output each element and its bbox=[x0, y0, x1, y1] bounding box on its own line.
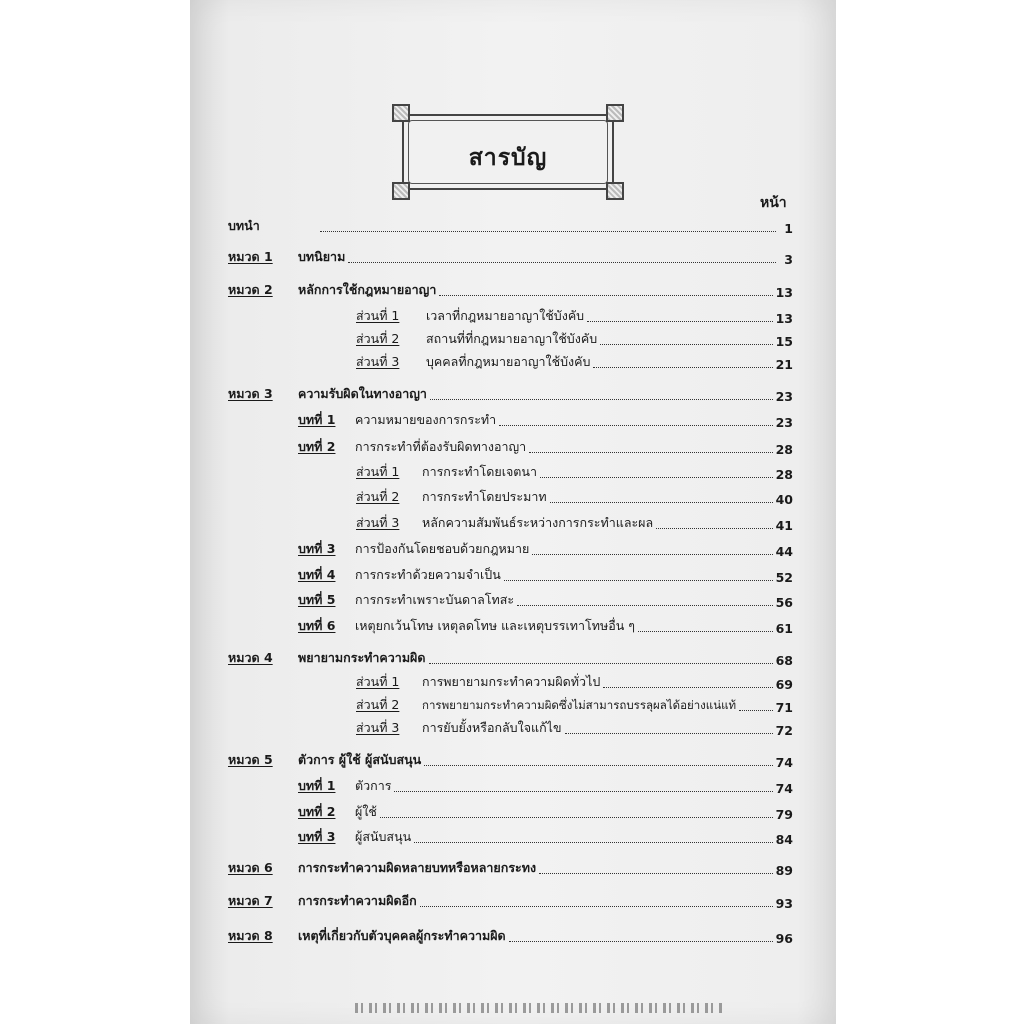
leader-dots bbox=[593, 366, 772, 368]
toc-entry-chapter bbox=[228, 750, 793, 770]
toc-page: 72 bbox=[775, 723, 793, 738]
toc-page: 56 bbox=[775, 595, 793, 610]
toc-label: บทที่ 2 bbox=[298, 804, 336, 819]
toc-label: หมวด 4 bbox=[228, 650, 273, 665]
toc-label: หมวด 3 bbox=[228, 386, 273, 401]
toc-label: บทที่ 6 bbox=[298, 618, 336, 633]
toc-label: บทที่ 5 bbox=[298, 592, 336, 607]
toc-title: บทนำ bbox=[228, 218, 260, 233]
leader-dots bbox=[539, 872, 772, 874]
toc-page: 23 bbox=[775, 389, 793, 404]
toc-title: ความหมายของการกระทำ bbox=[355, 412, 497, 427]
leader-dots bbox=[394, 790, 772, 792]
title-frame bbox=[402, 114, 614, 190]
decorative-footer-border bbox=[355, 1003, 725, 1013]
leader-dots bbox=[499, 424, 772, 426]
toc-entry-section bbox=[298, 410, 793, 430]
toc-page: 69 bbox=[775, 677, 793, 692]
toc-entry-part bbox=[356, 306, 793, 326]
leader-dots bbox=[380, 816, 773, 818]
toc-label: หมวด 1 bbox=[228, 249, 273, 264]
toc-entry-part bbox=[356, 718, 793, 738]
frame-corner-ornament bbox=[392, 182, 410, 200]
leader-dots bbox=[540, 476, 773, 478]
toc-entry-part bbox=[356, 695, 793, 715]
toc-title: เวลาที่กฎหมายอาญาใช้บังคับ bbox=[426, 308, 585, 323]
leader-dots bbox=[656, 527, 772, 529]
frame-corner-ornament bbox=[606, 182, 624, 200]
toc-title: เหตุยกเว้นโทษ เหตุลดโทษ และเหตุบรรเทาโทษอื่น ๆ bbox=[355, 618, 635, 633]
toc-entry-chapter bbox=[228, 384, 793, 404]
toc-entry-section bbox=[298, 802, 793, 822]
toc-entry-section bbox=[298, 827, 793, 847]
toc-entry-part bbox=[356, 513, 793, 533]
toc-entry-section bbox=[298, 590, 793, 610]
toc-page: 41 bbox=[775, 518, 793, 533]
toc-page: 74 bbox=[775, 755, 793, 770]
page-column-label: หน้า bbox=[760, 195, 787, 211]
toc-label: หมวด 2 bbox=[228, 282, 273, 297]
toc-label: หมวด 6 bbox=[228, 860, 273, 875]
leader-dots bbox=[565, 732, 773, 734]
toc-label: ส่วนที่ 1 bbox=[356, 464, 400, 479]
toc-page: 44 bbox=[775, 544, 793, 559]
toc-page: 68 bbox=[775, 653, 793, 668]
toc-page: 13 bbox=[775, 285, 793, 300]
leader-dots bbox=[532, 553, 772, 555]
toc-label: ส่วนที่ 3 bbox=[356, 515, 400, 530]
toc-entry-section bbox=[298, 437, 793, 457]
toc-entry-chapter bbox=[228, 280, 793, 300]
toc-title: การกระทำเพราะบันดาลโทสะ bbox=[355, 592, 515, 607]
toc-page: 71 bbox=[775, 700, 793, 715]
leader-dots bbox=[424, 764, 772, 766]
leader-dots bbox=[320, 230, 776, 232]
leader-dots bbox=[429, 662, 773, 664]
toc-label: ส่วนที่ 1 bbox=[356, 308, 400, 323]
toc-label: หมวด 8 bbox=[228, 928, 273, 943]
toc-title: บุคคลที่กฎหมายอาญาใช้บังคับ bbox=[426, 354, 591, 369]
toc-entry-part bbox=[356, 329, 793, 349]
toc-title: การป้องกันโดยชอบด้วยกฎหมาย bbox=[355, 541, 530, 556]
toc-label: ส่วนที่ 2 bbox=[356, 697, 400, 712]
toc-label: ส่วนที่ 2 bbox=[356, 489, 400, 504]
toc-page: 1 bbox=[784, 221, 793, 236]
toc-title: หลักความสัมพันธ์ระหว่างการกระทำและผล bbox=[422, 515, 654, 530]
toc-title: หลักการใช้กฎหมายอาญา bbox=[298, 282, 437, 297]
leader-dots bbox=[517, 604, 773, 606]
toc-entry-chapter bbox=[228, 926, 793, 946]
toc-entry-part bbox=[356, 487, 793, 507]
toc-title: ตัวการ bbox=[355, 778, 392, 793]
toc-title: การยับยั้งหรือกลับใจแก้ไข bbox=[422, 720, 562, 735]
toc-title: การกระทำโดยประมาท bbox=[422, 489, 547, 504]
leader-dots bbox=[603, 686, 772, 688]
toc-page: 93 bbox=[775, 896, 793, 911]
leader-dots bbox=[638, 630, 773, 632]
toc-label: บทที่ 2 bbox=[298, 439, 336, 454]
toc-label: บทที่ 3 bbox=[298, 829, 336, 844]
toc-page: 3 bbox=[784, 252, 793, 267]
toc-entry-chapter bbox=[228, 858, 793, 878]
toc-label: ส่วนที่ 3 bbox=[356, 354, 400, 369]
toc-page: 96 bbox=[775, 931, 793, 946]
toc-title: เหตุที่เกี่ยวกับตัวบุคคลผู้กระทำความผิด bbox=[298, 928, 506, 943]
frame-corner-ornament bbox=[606, 104, 624, 122]
toc-page: 84 bbox=[775, 832, 793, 847]
toc-entry-chapter bbox=[228, 648, 793, 668]
toc-page: 74 bbox=[775, 781, 793, 796]
toc-entry-part bbox=[356, 672, 793, 692]
toc-page: 79 bbox=[775, 807, 793, 822]
leader-dots bbox=[414, 841, 772, 843]
leader-dots bbox=[600, 343, 772, 345]
toc-label: ส่วนที่ 1 bbox=[356, 674, 400, 689]
toc-title: ผู้ใช้ bbox=[355, 804, 377, 819]
toc-entry-section bbox=[298, 616, 793, 636]
toc-entry-section bbox=[298, 539, 793, 559]
leader-dots bbox=[550, 501, 773, 503]
page-title: สารบัญ bbox=[468, 145, 548, 171]
leader-dots bbox=[529, 451, 772, 453]
toc-label: บทที่ 3 bbox=[298, 541, 336, 556]
toc-page: 28 bbox=[775, 467, 793, 482]
toc-title: การกระทำด้วยความจำเป็น bbox=[355, 567, 501, 582]
leader-dots bbox=[348, 261, 776, 263]
toc-entry-section bbox=[298, 565, 793, 585]
leader-dots bbox=[430, 398, 773, 400]
toc-label: บทที่ 1 bbox=[298, 412, 336, 427]
leader-dots bbox=[739, 709, 773, 711]
toc-title: การกระทำโดยเจตนา bbox=[422, 464, 537, 479]
leader-dots bbox=[420, 905, 773, 907]
toc-page: 23 bbox=[775, 415, 793, 430]
toc-label: ส่วนที่ 3 bbox=[356, 720, 400, 735]
toc-title: บทนิยาม bbox=[298, 249, 346, 264]
toc-page: 21 bbox=[775, 357, 793, 372]
toc-entry-intro bbox=[228, 216, 793, 236]
toc-entry-chapter bbox=[228, 247, 793, 267]
toc-title: ตัวการ ผู้ใช้ ผู้สนับสนุน bbox=[298, 752, 422, 767]
toc-entry-part bbox=[356, 462, 793, 482]
toc-entry-part bbox=[356, 352, 793, 372]
toc-page: 15 bbox=[775, 334, 793, 349]
toc-page: 52 bbox=[775, 570, 793, 585]
toc-page: 40 bbox=[775, 492, 793, 507]
toc-label: หมวด 5 bbox=[228, 752, 273, 767]
toc-page: 89 bbox=[775, 863, 793, 878]
toc-title: พยายามกระทำความผิด bbox=[298, 650, 426, 665]
toc-title: ผู้สนับสนุน bbox=[355, 829, 412, 844]
toc-label: บทที่ 4 bbox=[298, 567, 336, 582]
leader-dots bbox=[504, 579, 773, 581]
leader-dots bbox=[439, 294, 772, 296]
toc-entry-chapter bbox=[228, 891, 793, 911]
toc-label: ส่วนที่ 2 bbox=[356, 331, 400, 346]
toc-title: การกระทำความผิดอีก bbox=[298, 893, 417, 908]
leader-dots bbox=[509, 940, 773, 942]
toc-label: หมวด 7 bbox=[228, 893, 273, 908]
toc-title: การพยายามกระทำความผิดทั่วไป bbox=[422, 674, 601, 689]
toc-page: 28 bbox=[775, 442, 793, 457]
toc-title: การพยายามกระทำความผิดซึ่งไม่สามารถบรรลุผลได้อย่างแน่แท้ bbox=[422, 698, 737, 712]
toc-title: สถานที่ที่กฎหมายอาญาใช้บังคับ bbox=[426, 331, 598, 346]
toc-title: ความรับผิดในทางอาญา bbox=[298, 386, 427, 401]
frame-corner-ornament bbox=[392, 104, 410, 122]
toc-page: 61 bbox=[775, 621, 793, 636]
leader-dots bbox=[587, 320, 772, 322]
toc-label: บทที่ 1 bbox=[298, 778, 336, 793]
toc-title: การกระทำที่ต้องรับผิดทางอาญา bbox=[355, 439, 527, 454]
toc-title: การกระทำความผิดหลายบทหรือหลายกระทง bbox=[298, 860, 537, 875]
toc-page: 13 bbox=[775, 311, 793, 326]
toc-entry-section bbox=[298, 776, 793, 796]
